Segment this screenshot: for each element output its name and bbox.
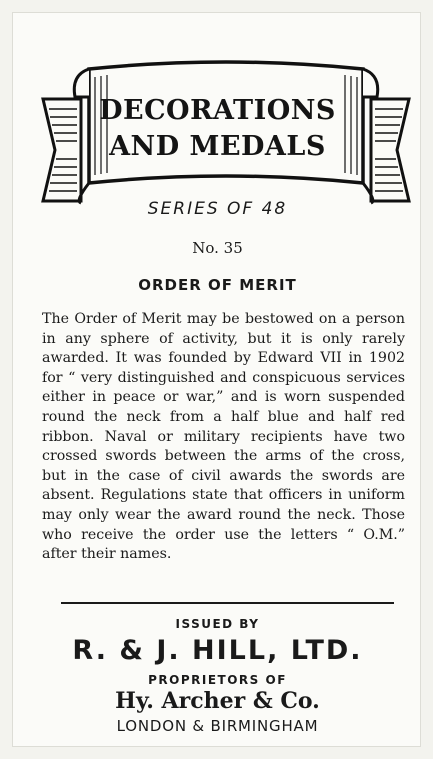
series-label: SERIES OF 48 [147,199,288,219]
banner-title-line2: AND MEDALS [109,131,326,162]
company-name: R. & J. HILL, LTD. [72,635,363,666]
cigarette-card [12,12,421,747]
proprietor-name: Hy. Archer & Co. [115,688,320,714]
company-location: LONDON & BIRMINGHAM [116,717,319,735]
proprietors-label: PROPRIETORS OF [148,673,287,687]
card-number: No. 35 [192,239,243,257]
banner-title-line1: DECORATIONS [99,95,336,126]
issued-by-label: ISSUED BY [175,617,260,631]
card-heading: ORDER OF MERIT [138,276,297,294]
divider-rule [61,602,394,604]
card-description: The Order of Merit may be bestowed on a person in any sphere of activity, but it is only rarely awarded. It was founded by Edward VII in 1902 for “ very distinguished and conspicuous services either in peace or war,” and is worn suspended round the neck from a half blue and half red ribbon. Naval or military recipients have two crossed swords between the arms of the cross, but in the case of civil awards the swords are absent. Regulations state that officers in uniform may only wear the award round the neck. Those who receive the order use the letters “ O.M.” after their names. [42,311,405,563]
